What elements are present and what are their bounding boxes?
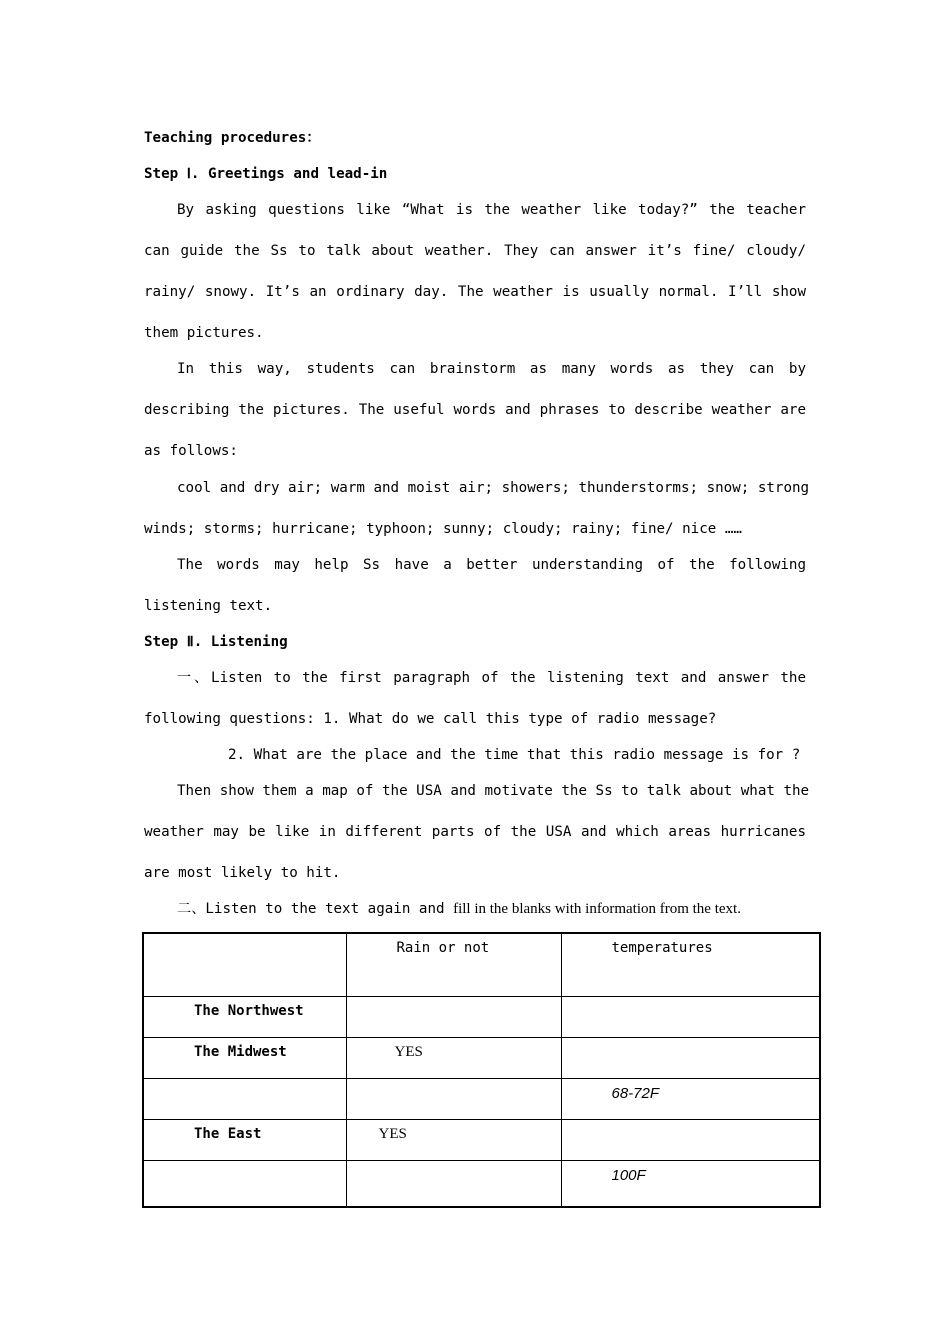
step2-title: Step Ⅱ. Listening (144, 634, 288, 650)
table-cell (143, 1079, 346, 1120)
step2-task2 (177, 899, 806, 919)
step1-para4-line2: listening text. (144, 598, 273, 614)
step1-para1-line1: By asking questions like “What is the weather like today?” the teacher (177, 202, 806, 218)
table-cell (346, 1079, 561, 1120)
step1-para2-line3: as follows: (144, 443, 238, 459)
step1-title: Step Ⅰ. Greetings and lead-in (144, 166, 388, 182)
procedures-heading: Teaching procedures： (144, 130, 321, 146)
table-cell: YES (346, 1120, 561, 1161)
table-row (143, 1120, 820, 1161)
table-cell (561, 1120, 820, 1161)
table-cell (143, 1161, 346, 1208)
table-row (143, 1161, 820, 1208)
table-cell: The Northwest (143, 997, 346, 1038)
table-header-cell: temperatures (561, 933, 820, 997)
table-header-cell: Rain or not (346, 933, 561, 997)
step2-task1-line2: following questions: 1. What do we call this type of radio message? (144, 711, 717, 727)
table-cell (346, 997, 561, 1038)
table-row (143, 1038, 820, 1079)
table-cell: 100F (561, 1161, 820, 1208)
step2-para-line2: weather may be like in different parts of the USA and which areas hurricanes (144, 824, 806, 840)
table-cell (561, 997, 820, 1038)
table-cell: The Midwest (143, 1038, 346, 1079)
table-cell: YES (346, 1038, 561, 1079)
step1-para2-line1: In this way, students can brainstorm as many words as they can by (177, 361, 806, 377)
table-row (143, 1079, 820, 1120)
step1-para1-line4: them pictures. (144, 325, 264, 341)
step1-para4-line1: The words may help Ss have a better understanding of the following (177, 557, 806, 573)
table-cell (346, 1161, 561, 1208)
table-header-row (143, 933, 820, 997)
table-cell: 68-72F (561, 1079, 820, 1120)
step1-para1-line2: can guide the Ss to talk about weather. They can answer it’s fine/ cloudy/ (144, 243, 806, 259)
step1-para1-line3: rainy/ snowy. It’s an ordinary day. The weather is usually normal. I’ll show (144, 284, 806, 300)
table-header-cell (143, 933, 346, 997)
table-row (143, 997, 820, 1038)
step2-para-line1: Then show them a map of the USA and motivate the Ss to talk about what the (177, 783, 810, 799)
step1-para3-line1: cool and dry air; warm and moist air; showers; thunderstorms; snow; strong (177, 480, 810, 496)
step2-para-line3: are most likely to hit. (144, 865, 341, 881)
step1-para2-line2: describing the pictures. The useful words and phrases to describe weather are (144, 402, 806, 418)
step2-task1-line1: 一、Listen to the first paragraph of the listening text and answer the (177, 670, 806, 686)
step2-task2-prefix: 二、Listen to the text again and (177, 901, 454, 917)
weather-table (142, 932, 821, 1208)
step2-task1-line3: 2. What are the place and the time that this radio message is for ? (228, 747, 801, 763)
table-cell: The East (143, 1120, 346, 1161)
table-cell (561, 1038, 820, 1079)
step2-task2-suffix: fill in the blanks with information from the text. (453, 901, 741, 917)
step1-para3-line2: winds; storms; hurricane; typhoon; sunny; cloudy; rainy; fine/ nice …… (144, 521, 742, 537)
